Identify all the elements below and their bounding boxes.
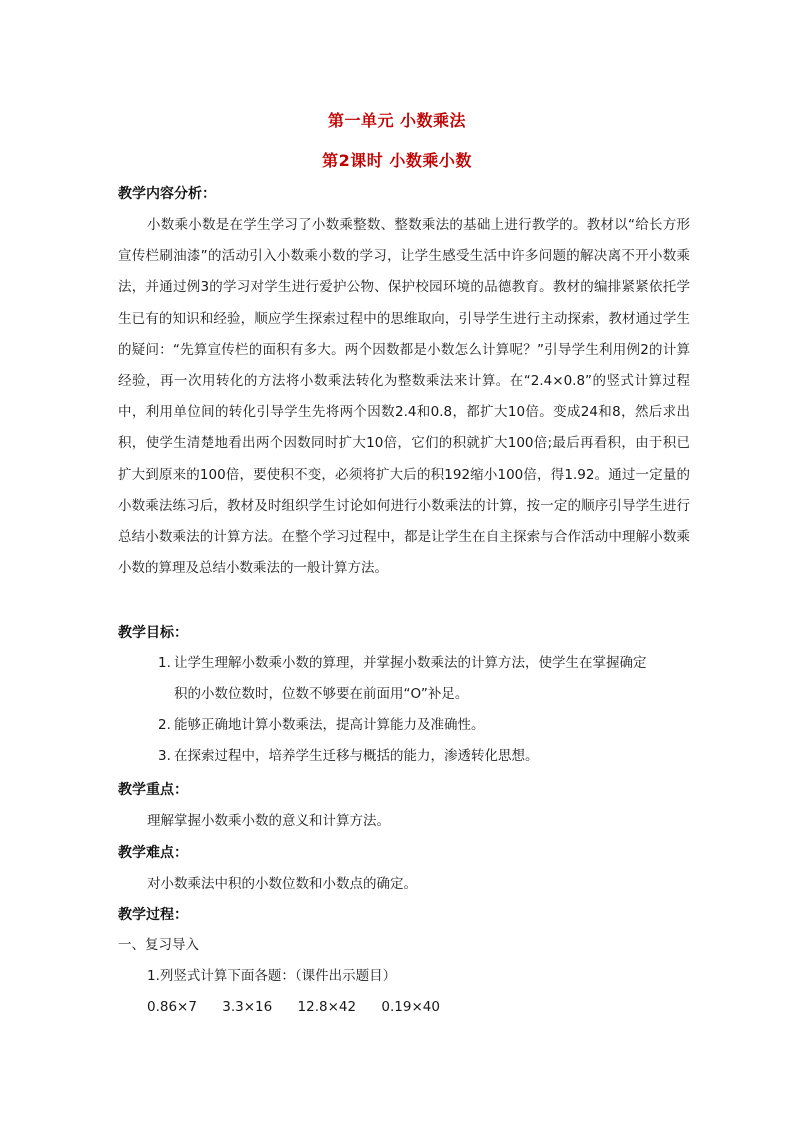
analysis-heading: 教学内容分析： [118, 186, 216, 202]
objective-number: 3. [158, 748, 171, 764]
difficulties-text: 对小数乘法中积的小数位数和小数点的确定。 [147, 876, 417, 892]
objective-number: 1. [158, 655, 171, 671]
objective-number: 2. [158, 717, 171, 733]
objective-item-1 [158, 648, 698, 710]
key-points-heading: 教学重点： [118, 782, 188, 798]
objective-item-2 [158, 710, 698, 741]
objectives-heading: 教学目标： [118, 625, 188, 641]
objective-text-continued: 积的小数位数时，位数不够要在前面用“O”补足。 [174, 686, 469, 702]
expression-item: 0.86×7 [147, 999, 197, 1015]
expression-item: 3.3×16 [222, 999, 273, 1015]
analysis-paragraph: 小数乘小数是在学生学习了小数乘整数、整数乘法的基础上进行教学的。教材以“给长方形宣传栏刷油漆”的活动引入小数乘小数的学习，让学生感受生活中许多问题的解决离不开小数乘法，并通过例3的学习对学生进行爱护公物、保护校园环境的品德教育。教材的编排紧紧依托学生已有的知识和经验，顺应学生探索过程中的思维取向，引导学生进行主动探索，教材通过学生的疑问：“先算宣传栏的面积有多大。两个因数都是小数怎么计算呢？”引导学生利用例2的计算经验，再一次用转化的方法将小数乘法转化为整数乘法来计算。在“2.4×0.8”的竖式计算过程中，利用单位间的转化引导学生先将两个因数2.4和0.8，都扩大10倍。变成24和8，然后求出积，使学生清楚地看出两个因数同时扩大10倍，它们的积就扩大100倍;最后再看积，由于积已扩大到原来的100倍，要使积不变，必须将扩大后的积192缩小100倍，得1.92。通过一定量的小数乘法练习后，教材及时组织学生讨论如何进行小数乘法的计算，按一定的顺序引导学生进行总结小数乘法的计算方法。在整个学习过程中，都是让学生在自主探索与合作活动中理解小数乘小数的算理及总结小数乘法的一般计算方法。 [118, 217, 690, 577]
lesson-title: 第2课时 小数乘小数 [322, 151, 472, 170]
objective-item-3 [158, 741, 698, 772]
objective-text: 让学生理解小数乘小数的算理，并掌握小数乘法的计算方法，使学生在掌握确定 [174, 655, 647, 671]
objective-text: 在探索过程中，培养学生迁移与概括的能力，渗透转化思想。 [174, 748, 539, 764]
process-section-1: 一、复习导入 [118, 937, 199, 953]
expression-item: 12.8×42 [297, 999, 357, 1015]
process-task-1: 1.列竖式计算下面各题：（课件出示题目） [147, 968, 397, 984]
difficulties-heading: 教学难点： [118, 845, 188, 861]
key-points-text: 理解掌握小数乘小数的意义和计算方法。 [147, 813, 390, 829]
unit-title: 第一单元 小数乘法 [327, 111, 467, 130]
expression-item: 0.19×40 [381, 999, 440, 1015]
process-heading: 教学过程： [118, 907, 188, 923]
expression-list [147, 998, 461, 1016]
objective-text: 能够正确地计算小数乘法，提高计算能力及准确性。 [174, 717, 485, 733]
